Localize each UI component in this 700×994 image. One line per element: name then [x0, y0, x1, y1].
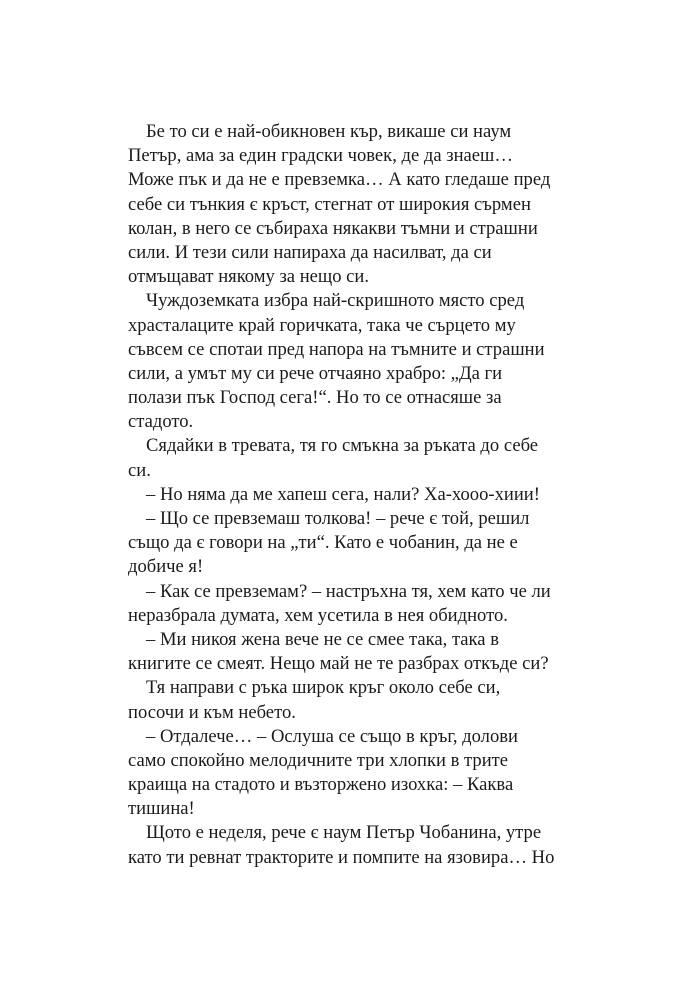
text-line: – Ми никоя жена вече не се смее така, така в — [146, 628, 499, 650]
text-line: добиче я! — [128, 556, 204, 578]
text-line: – Що се превземаш толкова! – рече є той, решил — [146, 508, 530, 529]
text-line: храсталаците край горичката, така че сърцето му — [128, 314, 516, 336]
text-line: сили, а умът му си рече отчаяно храбро: „Да ги — [128, 362, 503, 384]
text-line: Може пък и да не е превземка… А като гледаше пред — [128, 169, 551, 191]
text-line: – Отдалече… – Ослуша се също в кръг, долови — [146, 725, 518, 747]
text-line: отмъщават някому за нещо си. — [128, 266, 370, 288]
text-line: Тя направи с ръка широк кръг около себе си, — [146, 677, 501, 699]
text-line: неразбрала думата, хем усетила в нея обидното. — [128, 604, 508, 626]
text-line: посочи и към небето. — [128, 701, 296, 723]
text-line: като ти ревнат тракторите и помпите на язовира… Но — [128, 846, 555, 868]
text-line: тишина! — [128, 798, 195, 820]
body-text — [128, 120, 588, 870]
text-line: съвсем се спотаи пред напора на тъмните и страшни — [128, 338, 545, 360]
text-line: стадото. — [128, 411, 194, 433]
text-line: също да є говори на „ти“. Като е чобанин, да не е — [128, 532, 518, 554]
text-line: Чуждоземката избра най-скришното място сред — [146, 290, 525, 312]
text-line: Петър, ама за един градски човек, де да знаеш… — [128, 145, 513, 167]
text-line: – Как се превземам? – настръхна тя, хем като че ли — [146, 580, 551, 602]
text-line: Щото е неделя, рече є наум Петър Чобанина, утре — [146, 822, 542, 844]
text-line: книгите се смеят. Нещо май не те разбрах откъде си? — [128, 653, 549, 675]
text-line: краища на стадото и възторжено изохка: – Каква — [128, 774, 514, 796]
text-line: себе си тънкия є кръст, стегнат от широкия сърмен — [128, 193, 531, 215]
text-line: сили. И тези сили напираха да насилват, да си — [128, 241, 492, 263]
text-line: Сядайки в тревата, тя го смъкна за ръката до себе — [146, 435, 539, 457]
text-line: – Но няма да ме хапеш сега, нали? Ха-хооо-хиии! — [146, 483, 540, 505]
text-line: само спокойно мелодичните три хлопки в трите — [128, 749, 509, 771]
text-line: Бе то си е най-обикновен кър, викаше си наум — [146, 121, 512, 142]
text-line: колан, в него се събираха някакви тъмни и страшни — [128, 217, 538, 239]
text-line: полази пък Господ сега!“. Но то се отнасяше за — [128, 387, 502, 409]
text-line: си. — [128, 459, 151, 481]
